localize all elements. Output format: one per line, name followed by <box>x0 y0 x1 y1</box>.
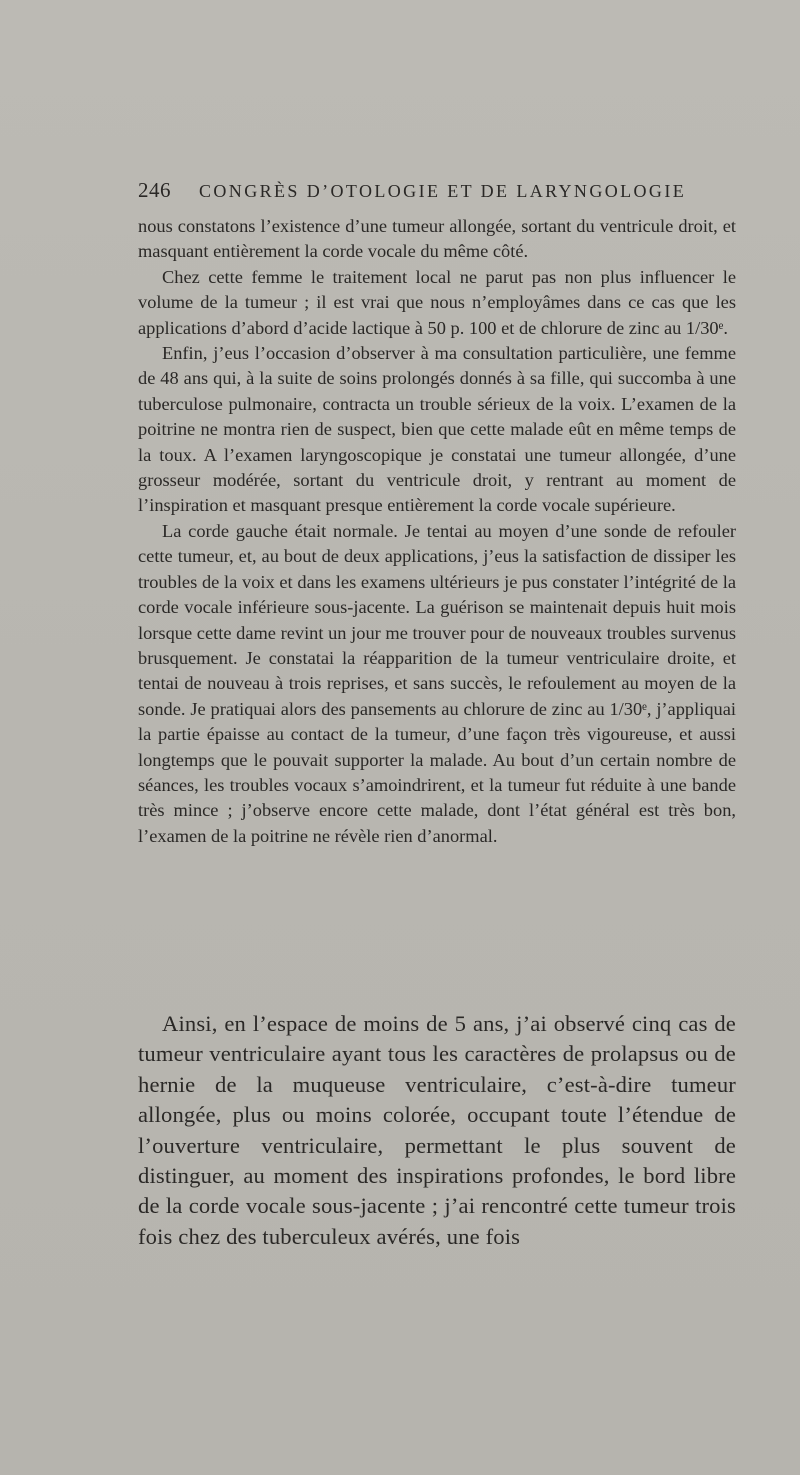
paragraph-case-followup: La corde gauche était normale. Je tentai au moyen d’une sonde de refouler cette tumeur, et, au bout de deux applications, j’eus la satisfaction de dissiper les troubles de la voix et dans les examens ultérieurs je pus constater l’intégrité de la corde vocale inférieure sous-jacente. La guérison se maintenait depuis huit mois lorsque cette dame revint un jour me trouver pour de nouveaux troubles survenus brusquement. Je constatai la réapparition de la tumeur ventriculaire droite, et tentai de nouveau à trois reprises, et sans succès, le refoulement au moyen de la sonde. Je pratiquai alors des pansements au chlorure de zinc au 1/30ᵉ, j’appliquai la partie épaisse au contact de la tumeur, d’une façon très vigoureuse, et aussi longtemps que le pouvait supporter la malade. Au bout d’un certain nombre de séances, les troubles vocaux s’amoindrirent, et la tumeur fut réduite à une bande très mince ; j’observe encore cette malade, dont l’état général est très bon, l’examen de la poitrine ne révèle rien d’anormal. <box>138 520 736 846</box>
paragraph-continuation: nous constatons l’existence d’une tumeur allongée, sortant du ventricule droit, et masquant entièrement la corde vocale du même côté. <box>138 216 736 262</box>
running-title: CONGRÈS D’OTOLOGIE ET DE LARYNGOLOGIE <box>199 181 687 201</box>
page-number: 246 <box>138 178 171 202</box>
paragraph-treatment: Chez cette femme le traitement local ne parut pas non plus influencer le volume de la tumeur ; il est vrai que nous n’employâmes dans ce cas que les applications d’abord d’acide lactique à 50 p. 100 et de chlorure de zinc au 1/30ᵉ. <box>138 266 736 338</box>
paragraph-case-observation: Enfin, j’eus l’occasion d’observer à ma consultation particulière, une femme de 48 ans qui, à la suite de soins prolongés donnés à sa fille, qui succomba à une tuberculose pulmonaire, contracta un trouble sérieux de la voix. L’examen de la poitrine ne montra rien de suspect, bien que cette malade eût en même temps de la toux. A l’examen laryngoscopique je constatai une tumeur allongée, d’une grosseur modérée, sortant du ventricule droit, y rentrant au moment de l’inspiration et masquant presque entièrement la corde vocale supérieure. <box>138 343 736 516</box>
conclusion-text <box>138 1009 736 1252</box>
paragraph-conclusion: Ainsi, en l’espace de moins de 5 ans, j’ai observé cinq cas de tumeur ventriculaire ayant tous les caractères de prolapsus ou de hernie de la muqueuse ventriculaire, c’est-à-dire tumeur allongée, plus ou moins colorée, occupant toute l’étendue de l’ouverture ventriculaire, permettant le plus souvent de distinguer, au moment des inspirations profondes, le bord libre de la corde vocale sous-jacente ; j’ai rencontré cette tumeur trois fois chez des tuberculeux avérés, une fois <box>138 1011 736 1249</box>
running-head <box>138 178 738 206</box>
body-text <box>138 214 736 849</box>
